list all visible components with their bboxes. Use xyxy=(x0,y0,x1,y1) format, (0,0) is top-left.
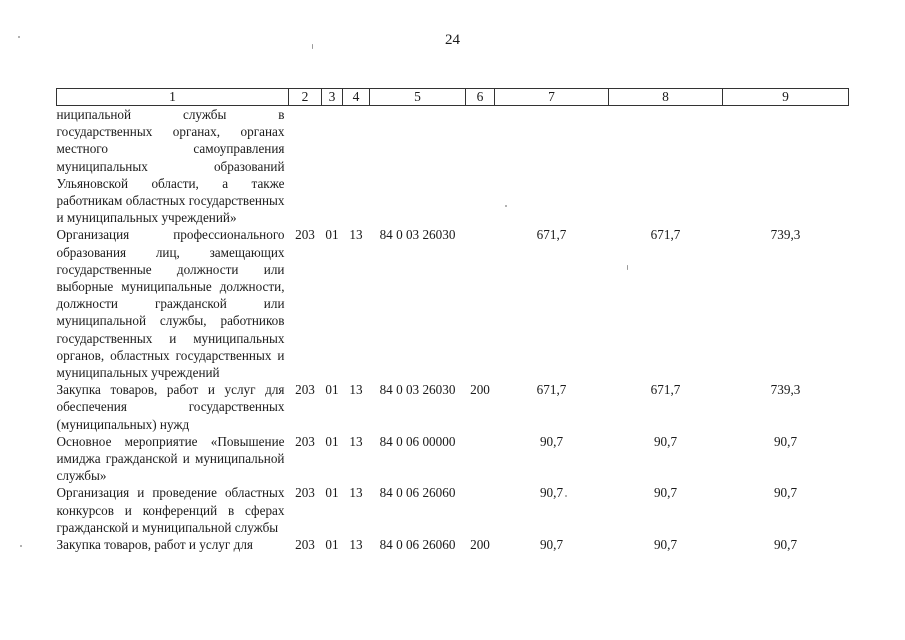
scan-speck xyxy=(312,44,313,49)
table-row xyxy=(57,106,849,227)
cell-admin-code: 203 xyxy=(295,485,315,501)
scan-speck xyxy=(18,36,20,38)
table-row xyxy=(57,226,849,381)
cell-section: 01 xyxy=(325,382,339,398)
cell-section: 01 xyxy=(325,433,339,449)
cell-section: 01 xyxy=(325,227,339,243)
cell-expense-type xyxy=(466,226,495,381)
cell-amount-7: 90,7 xyxy=(539,485,564,501)
cell-amount-8 xyxy=(609,106,723,227)
cell-subsection: 13 xyxy=(349,485,363,501)
cell-amount-9: 90,7 xyxy=(773,485,798,501)
table-row xyxy=(57,484,849,536)
column-header: 7 xyxy=(495,89,609,106)
cell-admin-code: 203 xyxy=(295,433,315,449)
cell-amount-7: 671,7 xyxy=(536,227,567,243)
cell-amount-9: 739,3 xyxy=(770,382,801,398)
column-header: 8 xyxy=(609,89,723,106)
row-name: Основное мероприятие «Повышение имиджа гражданской и муниципальной службы» xyxy=(56,433,285,484)
scan-speck xyxy=(627,265,628,270)
cell-amount-8: 90,7 xyxy=(653,433,678,449)
cell-subsection: 13 xyxy=(349,433,363,449)
cell-section: 01 xyxy=(325,537,339,553)
cell-target-article: 84 0 06 26060 xyxy=(379,485,456,501)
cell-subsection: 13 xyxy=(349,382,363,398)
cell-admin-code: 203 xyxy=(295,227,315,243)
row-name: ниципальной службы в государственных органах, органах местного самоуправления муниципальных образований Ульяновской области, а также работникам областных государственных и муниципальных учреждений» xyxy=(56,107,285,226)
cell-amount-7: 90,7 xyxy=(539,433,564,449)
cell-expense-type: 200 xyxy=(470,537,490,553)
column-header: 5 xyxy=(370,89,466,106)
budget-table xyxy=(56,88,849,553)
cell-admin-code: 203 xyxy=(295,382,315,398)
cell-amount-9: 739,3 xyxy=(770,227,801,243)
scan-speck xyxy=(565,495,567,497)
table-row xyxy=(57,381,849,433)
cell-subsection: 13 xyxy=(349,227,363,243)
cell-amount-8: 90,7 xyxy=(653,485,678,501)
cell-amount-9: 90,7 xyxy=(773,433,798,449)
cell-target-article: 84 0 06 26060 xyxy=(379,537,456,553)
cell-amount-9 xyxy=(723,106,849,227)
column-header: 3 xyxy=(322,89,343,106)
cell-target-article: 84 0 03 26030 xyxy=(379,227,456,243)
cell-amount-7 xyxy=(495,106,609,227)
cell-expense-type xyxy=(466,106,495,227)
cell-amount-9: 90,7 xyxy=(773,537,798,553)
row-name: Закупка товаров, работ и услуг для обеспечения государственных (муниципальных) нужд xyxy=(56,382,285,432)
cell-expense-type: 200 xyxy=(470,382,490,398)
cell-section: 01 xyxy=(325,485,339,501)
cell-amount-7: 671,7 xyxy=(536,382,567,398)
column-header: 6 xyxy=(466,89,495,106)
cell-amount-8: 90,7 xyxy=(653,537,678,553)
cell-section xyxy=(322,106,343,227)
page-number: 24 xyxy=(445,32,460,48)
column-header: 2 xyxy=(289,89,322,106)
row-name: Организация профессионального образования лиц, замещающих государственные должности или выборные муниципальные должности, должности гражданской или муниципальной службы, работников государственных и муниципальных органов, областных государственных и муниципальных учреждений xyxy=(56,227,285,381)
cell-amount-8: 671,7 xyxy=(650,382,681,398)
cell-admin-code xyxy=(289,106,322,227)
cell-expense-type xyxy=(466,433,495,485)
column-header: 4 xyxy=(343,89,370,106)
cell-subsection xyxy=(343,106,370,227)
cell-amount-7: 90,7 xyxy=(539,537,564,553)
row-name: Организация и проведение областных конкурсов и конференций в сферах гражданской и муниципальной службы xyxy=(56,485,285,535)
header-row xyxy=(57,89,849,106)
cell-admin-code: 203 xyxy=(295,537,315,553)
cell-target-article: 84 0 03 26030 xyxy=(379,382,456,398)
row-name: Закупка товаров, работ и услуг для xyxy=(56,537,253,553)
column-header: 1 xyxy=(57,89,289,106)
table-row xyxy=(57,536,849,553)
cell-amount-8: 671,7 xyxy=(650,227,681,243)
scan-speck xyxy=(20,545,22,547)
cell-subsection: 13 xyxy=(349,537,363,553)
cell-target-article: 84 0 06 00000 xyxy=(379,433,456,449)
cell-expense-type xyxy=(466,484,495,536)
scan-speck xyxy=(505,205,507,207)
cell-target-article xyxy=(370,106,466,227)
table-row xyxy=(57,433,849,485)
column-header: 9 xyxy=(723,89,849,106)
